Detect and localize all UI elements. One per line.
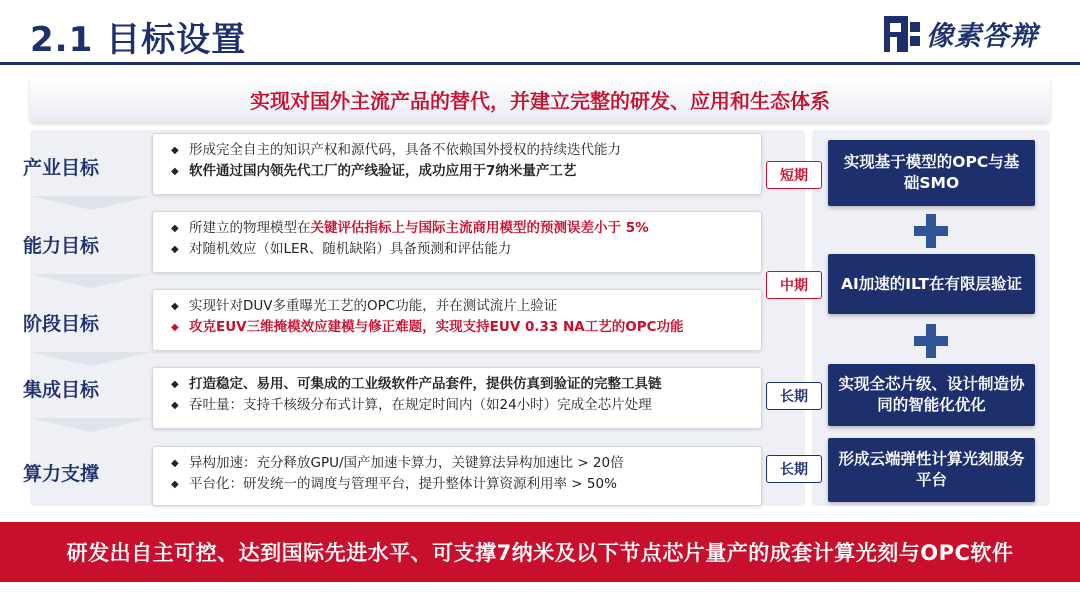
stage-tag-short: 短期 — [766, 161, 822, 189]
diamond-bullet-icon: ◆ — [171, 458, 179, 469]
bullet-item: ◆ 实现针对DUV多重曝光工艺的OPC功能，并在测试流片上验证 — [171, 296, 751, 317]
footer-text: 研发出自主可控、达到国际先进水平、可支撑7纳米及以下节点芯片量产的成套计算光刻与OPC软件 — [66, 541, 1014, 565]
diamond-bullet-icon: ◆ — [171, 166, 179, 177]
bullet-item: ◆ 所建立的物理模型在关键评估指标上与国际主流商用模型的预测误差小于 5% — [171, 218, 751, 239]
goal-label-capability: 能力目标 — [22, 234, 99, 257]
banner-text: 实现对国外主流产品的替代，并建立完整的研发、应用和生态体系 — [250, 88, 830, 113]
logo-text: 像素答辩 — [926, 21, 1038, 52]
goal-banner — [30, 76, 1050, 122]
bullet-item: ◆ 打造稳定、易用、可集成的工业级软件产品套件，提供仿真到验证的完整工具链 — [171, 374, 751, 395]
bottom-margin — [0, 582, 1080, 607]
goal-box-integration — [152, 367, 762, 429]
bullet-item: ◆ 攻克EUV三维掩模效应建模与修正难题，实现支持EUV 0.33 NA工艺的OPC功能 — [171, 317, 751, 338]
diamond-bullet-icon: ◆ — [171, 322, 179, 333]
bullet-item: ◆ 对随机效应（如LER、随机缺陷）具备预测和评估能力 — [171, 239, 751, 260]
diamond-bullet-icon: ◆ — [171, 301, 179, 312]
diamond-bullet-icon: ◆ — [171, 400, 179, 411]
slide-title: 2.1 目标设置 — [30, 20, 247, 60]
diamond-bullet-icon: ◆ — [171, 479, 179, 490]
goal-box-industry — [152, 133, 762, 195]
milestone-box: AI加速的ILT在有限层验证 — [828, 254, 1035, 314]
logo — [884, 14, 1038, 53]
plus-icon — [914, 214, 948, 248]
milestone-box: 实现基于模型的OPC与基础SMO — [828, 140, 1035, 206]
diamond-bullet-icon: ◆ — [171, 223, 179, 234]
plus-icon — [914, 324, 948, 358]
bullet-item: ◆ 吞吐量：支持千核级分布式计算，在规定时间内（如24小时）完成全芯片处理 — [171, 395, 751, 416]
goal-label-integration: 集成目标 — [22, 378, 99, 401]
chevron-down-icon — [30, 274, 152, 288]
bullet-item: ◆ 软件通过国内领先代工厂的产线验证，成功应用于7纳米量产工艺 — [171, 161, 751, 182]
bullet-item: ◆ 异构加速：充分释放GPU/国产加速卡算力，关键算法异构加速比 > 20倍 — [171, 453, 751, 474]
diamond-bullet-icon: ◆ — [171, 145, 179, 156]
stage-tag-long: 长期 — [766, 382, 822, 410]
slide-header — [0, 0, 1080, 70]
conclusion-footer — [0, 522, 1080, 582]
bullet-item: ◆ 平台化：研发统一的调度与管理平台，提升整体计算资源利用率 > 50% — [171, 474, 751, 495]
chevron-down-icon — [30, 418, 152, 432]
goal-box-phase — [152, 289, 762, 351]
diamond-bullet-icon: ◆ — [171, 244, 179, 255]
goal-label-compute: 算力支撑 — [22, 462, 99, 485]
diamond-bullet-icon: ◆ — [171, 379, 179, 390]
bullet-item: ◆ 形成完全自主的知识产权和源代码，具备不依赖国外授权的持续迭代能力 — [171, 140, 751, 161]
header-divider — [0, 62, 1080, 65]
goal-box-capability — [152, 211, 762, 273]
stage-tag-long: 长期 — [766, 455, 822, 483]
goal-box-compute — [152, 446, 762, 506]
milestone-box: 形成云端弹性计算光刻服务平台 — [828, 438, 1035, 502]
logo-icon — [884, 16, 920, 52]
stage-tag-mid: 中期 — [766, 271, 822, 299]
chevron-down-icon — [30, 196, 152, 210]
goal-label-industry: 产业目标 — [22, 156, 99, 179]
goal-label-phase: 阶段目标 — [22, 312, 99, 335]
milestone-box: 实现全芯片级、设计制造协同的智能化优化 — [828, 364, 1035, 426]
